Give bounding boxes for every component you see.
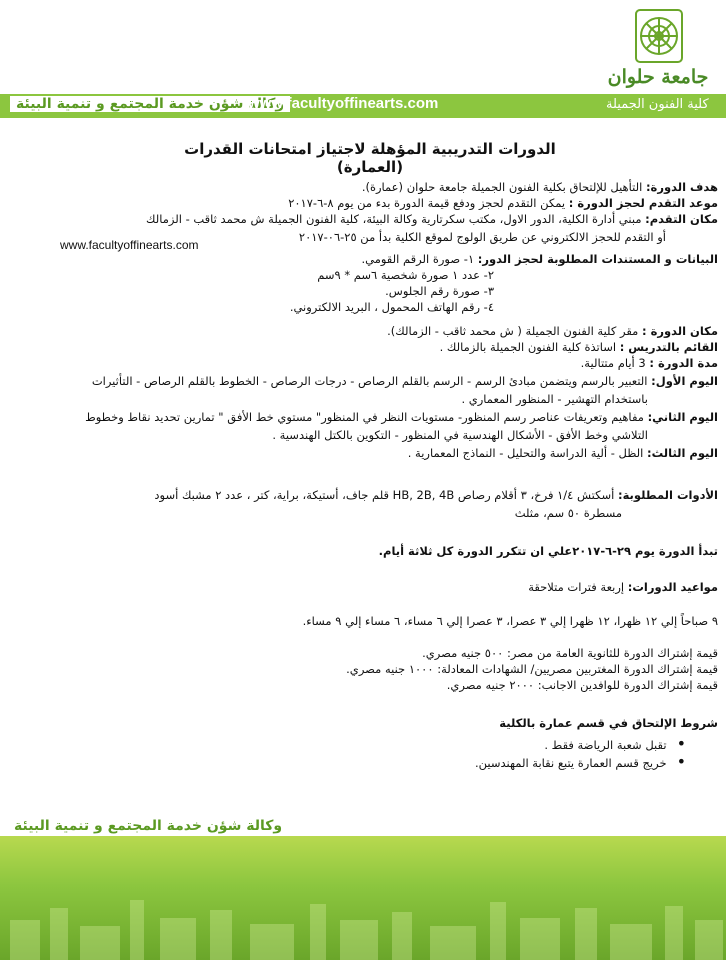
day2-label: اليوم الثاني: [647,410,718,424]
day1-label: اليوم الأول: [651,374,718,388]
times-text: إربعة فترات متلاحقة [528,580,625,594]
goal-text: التأهيل للإلتحاق بكلية الفنون الجميلة جامعة حلوان (عمارة). [361,180,643,194]
day2-row [85,410,718,426]
teacher-text: اساتذة كلية الفنون الجميلة بالزمالك . [439,340,617,354]
apply-row [288,196,718,212]
conditions-heading: شروط الإلتحاق في قسم عمارة بالكلية [499,716,718,730]
docs-item-3: ٣- صورة رقم الجلوس. [385,284,494,298]
tools-row [154,488,718,504]
apply-text: يمكن التقدم لحجز ودفع قيمة الدورة بدء من يوم ٨-٦-٢٠١٧ [288,196,566,210]
teacher-row [440,340,718,356]
goal-label: هدف الدورة: [645,180,718,194]
day1-row [92,374,718,390]
day1-text-1: التعبير بالرسم ويتضمن مبادئ الرسم - الرسم بالقلم الرصاص - درجات الرصاص - الخطوط بالقلم الرصاص - التأثيرات [91,374,648,388]
duration-row [581,356,718,372]
apply-label: موعد التقدم لحجز الدورة : [568,196,718,210]
tools-text-2: مسطرة ٥٠ سم، مثلث [514,506,622,520]
faculty-name: كلية الفنون الجميلة [606,97,709,112]
condition-item: • خريج قسم العمارة يتبع نقابة المهندسين. [475,754,686,772]
place-row [146,212,718,228]
day3-text: الظل - ألية الدراسة والتحليل - النماذج المعمارية . [407,446,644,460]
teacher-label: القائم بالتدريس : [619,340,718,354]
venue-text: مقر كلية الفنون الجميلة ( ش محمد ثاقب - الزمالك). [387,324,639,338]
page-title: الدورات التدريبية المؤهلة لاجتياز امتحانات القدرات (العمارة) [184,140,556,176]
docs-item-4: ٤- رقم الهاتف المحمول ، البريد الالكتروني. [289,300,494,314]
skyline-graphic [0,890,726,960]
condition-item: • تقبل شعبة الرياضة فقط . [544,736,686,754]
docs-item-2: ٢- عدد ١ صورة شخصية ٦سم * ٩سم [317,268,494,282]
goal-row [362,180,718,196]
footer-banner [0,836,726,960]
times-row [528,580,718,596]
day2-text-1: مفاهيم وتعريفات عناصر رسم المنظور- مستويات النظر في المنظور" مستوي خط الأفق " تمارين تحديد نقاط وخطوط [85,410,644,424]
agency-tagline: وكالة شؤن خدمة المجتمع و تنمية البيئة [10,96,290,112]
fee-local: قيمة إشتراك الدورة للثانوية العامة من مصر: ٥٠٠ جنيه مصري. [422,646,718,660]
venue-row [387,324,718,340]
day2-text-2: التلاشي وخط الأفق - الأشكال الهندسية في المنظور - التكوين بالكتل الهندسية . [272,428,648,442]
place-text: مبني أدارة الكلية، الدور الاول، مكتب سكرتارية وكالة البيئة، كلية الفنون الجميلة ش محمد ثاقب - الزمالك [146,212,642,226]
tools-label: الأدوات المطلوبة: [617,488,718,502]
place-label: مكان التقدم: [645,212,718,226]
online-text: أو التقدم للحجز الالكتروني عن طريق الولوج لموقع الكلية بدأ من ٢٥-٠٦-٢٠١٧ [298,230,666,244]
day1-text-2: باستخدام التهشير - المنظور المعماري . [461,392,648,406]
duration-text: أيام متتالية. [580,356,635,370]
docs-item-1: ١- صورة الرقم القومي. [361,252,475,266]
website-link[interactable]: www.facultyoffinearts.com [248,95,439,112]
start-date: تبدأ الدورة يوم ٢٩-٦-٢٠١٧علي ان تتكرر الدورة كل ثلاثة أيام. [378,544,718,558]
tools-text-1: أسكتش ١/٤ فرخ، ٣ أقلام رصاص HB, 2B, 4B قلم جاف، أستيكة، براية، كتر ، عدد ٢ مشبك أسود [154,488,615,502]
online-url[interactable]: www.facultyoffinearts.com [60,238,199,252]
university-name: جامعة حلوان [607,66,709,88]
times-label: مواعيد الدورات: [627,580,718,594]
times-detail: ٩ صباحاً إلي ١٢ ظهرا، ١٢ ظهرا إلي ٣ عصرا، ٣ عصرا إلي ٦ مساء، ٦ مساء إلي ٩ مساء. [302,614,718,628]
docs-label: البيانات و المستندات المطلوبة لحجز الدور: [477,252,718,266]
day3-row [408,446,718,462]
docs-row [361,252,718,268]
venue-label: مكان الدورة : [641,324,718,338]
duration-number: 3 [638,356,646,370]
fee-expat: قيمة إشتراك الدورة المغتربين مصريين/ الشهادات المعادلة: ١٠٠٠ جنيه مصري. [346,662,718,676]
duration-label: مدة الدورة : [649,356,718,370]
footer-tagline: وكالة شؤن خدمة المجتمع و تنمية البيئة [14,818,283,834]
fee-foreign: قيمة إشتراك الدورة للوافدين الاجانب: ٢٠٠٠ جنيه مصري. [446,678,718,692]
day3-label: اليوم الثالث: [647,446,718,460]
